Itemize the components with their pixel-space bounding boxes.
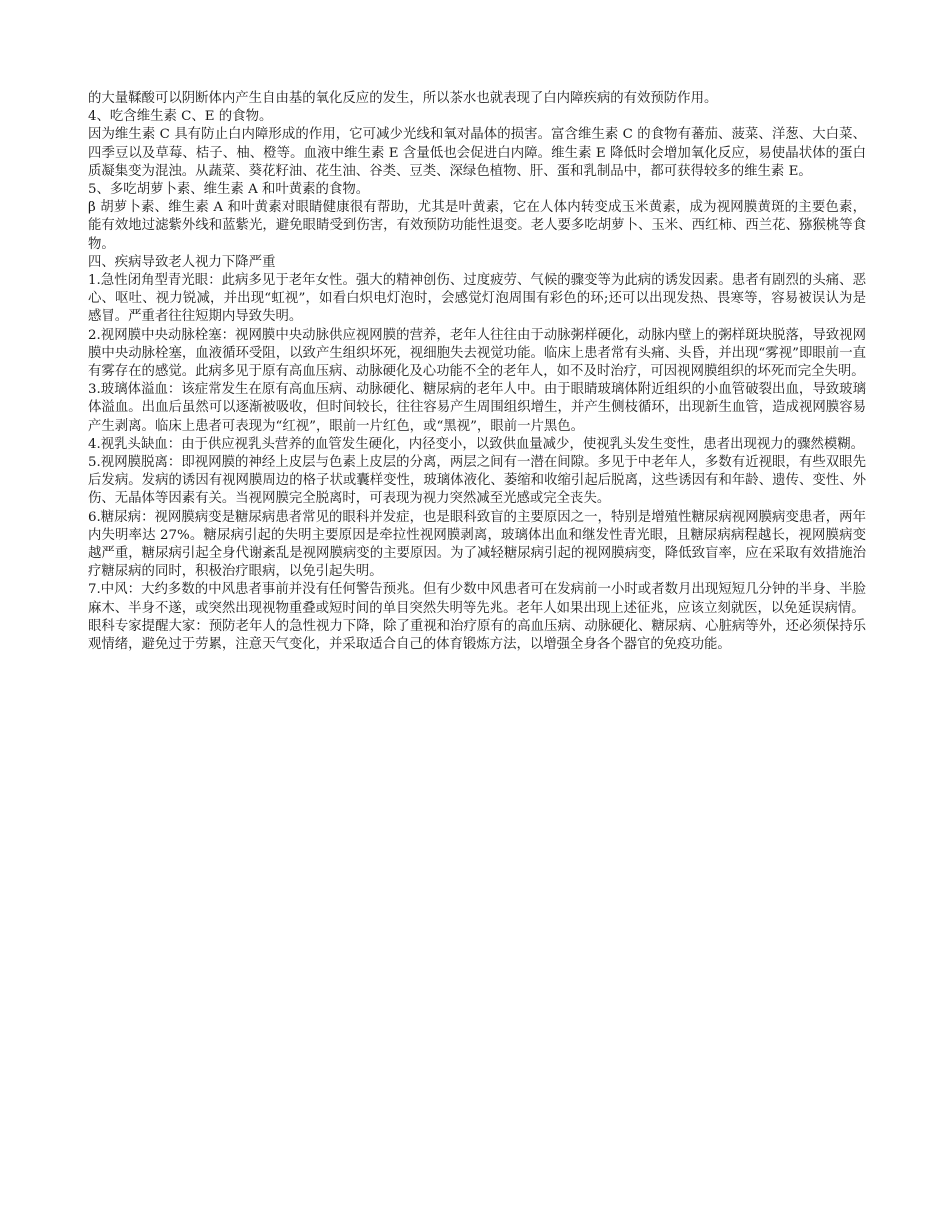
- paragraph-optic-ischemia: 4.视乳头缺血：由于供应视乳头营养的血管发生硬化，内径变小，以致供血量减少，使视乳头发生变性，患者出现视力的骤然模糊。: [88, 436, 865, 452]
- section-heading-diseases: 四、疾病导致老人视力下降严重: [88, 254, 276, 270]
- document-page: [88, 90, 866, 654]
- heading-vitamin-c-e: 4、吃含维生素 C、E 的食物。: [88, 109, 273, 125]
- paragraph-vitamin-c-e: 因为维生素 C 具有防止白内障形成的作用，它可减少光线和氧对晶体的损害。富含维生素 C 的食物有蕃茄、菠菜、洋葱、大白菜、四季豆以及草莓、桔子、柚、橙等。血液中维生素 E 含量低也会促进白内障。维生素 E 降低时会增加氧化反应，易使晶状体的蛋白质凝集变为混浊。从蔬菜、葵花籽油、花生油、谷类、豆类、深绿色植物、肝、蛋和乳制品中，都可获得较多的维生素 E。: [88, 127, 866, 179]
- paragraph-tea-tannin: 的大量鞣酸可以阴断体内产生自由基的氧化反应的发生，所以茶水也就表现了白内障疾病的有效预防作用。: [88, 91, 718, 106]
- paragraph-expert-advice: 眼科专家提醒大家：预防老年人的急性视力下降，除了重视和治疗原有的高血压病、动脉硬化、糖尿病、心脏病等外，还必须保持乐观情绪，避免过于劳累，注意天气变化，并采取适合自己的体育锻炼方法，以增强全身各个器官的免疫功能。: [88, 618, 866, 653]
- paragraph-vitreous-hemorrhage: 3.玻璃体溢血：该症常发生在原有高血压病、动脉硬化、糖尿病的老年人中。由于眼睛玻璃体附近组织的小血管破裂出血，导致玻璃体溢血。出血后虽然可以逐渐被吸收，但时间较长，往往容易产生周围组织增生，并产生侧枝循环，出现新生血管，造成视网膜容易产生剥离。临床上患者可表现为“红视”，眼前一片红色，或“黑视”，眼前一片黑色。: [88, 382, 866, 434]
- paragraph-stroke: 7.中风：大约多数的中风患者事前并没有任何警告预兆。但有少数中风患者可在发病前一小时或者数月出现短短几分钟的半身、半脸麻木、半身不遂，或突然出现视物重叠或短时间的单目突然失明等先兆。老年人如果出现上述征兆，应该立刻就医，以免延误病情。: [88, 582, 866, 616]
- heading-carotene: 5、多吃胡萝卜素、维生素 A 和叶黄素的食物。: [88, 182, 370, 198]
- paragraph-retinal-artery: 2.视网膜中央动脉栓塞：视网膜中央动脉供应视网膜的营养，老年人往往由于动脉粥样硬化，动脉内壁上的粥样斑块脱落，导致视网膜中央动脉栓塞，血液循环受阻，以致产生组织坏死，视细胞失去视觉功能。临床上患者常有头痛、头昏，并出现“雾视”即眼前一直有雾存在的感觉。此病多见于原有高血压病、动脉硬化及心功能不全的老年人，如不及时治疗，可因视网膜组织的坏死而完全失明。: [88, 327, 866, 380]
- paragraph-retinal-detachment: 5.视网膜脱离：即视网膜的神经上皮层与色素上皮层的分离，两层之间有一潜在间隙。多见于中老年人，多数有近视眼，有些双眼先后发病。发病的诱因有视网膜周边的格子状或囊样变性，玻璃体液化、萎缩和收缩引起后脱离，这些诱因有和年龄、遗传、变性、外伤、无晶体等因素有关。当视网膜完全脱离时，可表现为视力突然减至光感或完全丧失。: [88, 455, 866, 507]
- paragraph-carotene: β 胡萝卜素、维生素 A 和叶黄素对眼睛健康很有帮助，尤其是叶黄素，它在人体内转变成玉米黄素，成为视网膜黄斑的主要色素，能有效地过滤紫外线和蓝紫光，避免眼睛受到伤害，有效预防功能性退变。老人要多吃胡萝卜、玉米、西红柿、西兰花、猕猴桃等食物。: [88, 200, 866, 252]
- paragraph-glaucoma: 1.急性闭角型青光眼：此病多见于老年女性。强大的精神创伤、过度疲劳、气候的骤变等为此病的诱发因素。患者有剧烈的头痛、恶心、呕吐、视力锐减，并出现“虹视”，如看白炽电灯泡时，会感觉灯泡周围有彩色的环;还可以出现发热、畏寒等，容易被误认为是感冒。严重者往往短期内导致失明。: [88, 273, 866, 325]
- paragraph-diabetes: 6.糖尿病：视网膜病变是糖尿病患者常见的眼科并发症，也是眼科致盲的主要原因之一，特别是增殖性糖尿病视网膜病变患者，两年内失明率达 27%。糖尿病引起的失明主要原因是牵拉性视网膜剥离，玻璃体出血和继发性青光眼，且糖尿病病程越长，视网膜病变越严重，糖尿病引起全身代谢紊乱是视网膜病变的主要原因。为了减轻糖尿病引起的视网膜病变，降低致盲率，应在采取有效措施治疗糖尿病的同时，积极治疗眼病，以免引起失明。: [88, 509, 866, 580]
